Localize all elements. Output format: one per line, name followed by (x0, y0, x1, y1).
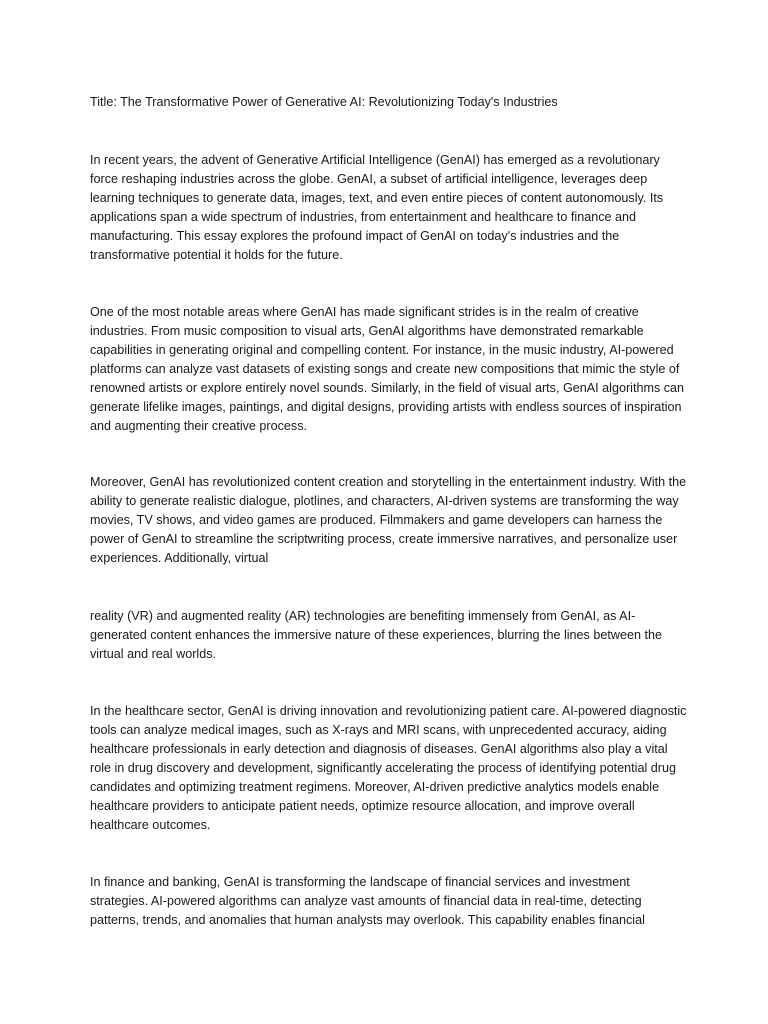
document-title: Title: The Transformative Power of Generative AI: Revolutionizing Today's Industries (90, 95, 558, 109)
paragraph-introduction: In recent years, the advent of Generative Artificial Intelligence (GenAI) has emerged as a revolutionary force reshaping industries across the globe. GenAI, a subset of artificial intelligence, leverages deep learning techniques to generate data, images, text, and even entire pieces of content autonomously. Its applications span a wide spectrum of industries, from entertainment and healthcare to finance and manufacturing. This essay explores the profound impact of GenAI on today's industries and the transformative potential it holds for the future. (90, 153, 664, 262)
paragraph-entertainment: Moreover, GenAI has revolutionized content creation and storytelling in the entertainment industry. With the ability to generate realistic dialogue, plotlines, and characters, AI-driven systems are transforming the way movies, TV shows, and video games are produced. Filmmakers and game developers can harness the power of GenAI to streamline the scriptwriting process, create immersive narratives, and personalize user experiences. Additionally, virtual (90, 475, 687, 565)
paragraph-creative-industries: One of the most notable areas where GenAI has made significant strides is in the realm of creative industries. From music composition to visual arts, GenAI algorithms have demonstrated remarkable capabilities in generating original and compelling content. For instance, in the music industry, AI-powered platforms can analyze vast datasets of existing songs and create new compositions that mimic the style of renowned artists or explore entirely novel sounds. Similarly, in the field of visual arts, GenAI algorithms can generate lifelike images, paintings, and digital designs, providing artists with endless sources of inspiration and augmenting their creative process. (90, 305, 685, 433)
paragraph-finance: In finance and banking, GenAI is transforming the landscape of financial services and investment strategies. AI-powered algorithms can analyze vast amounts of financial data in real-time, detecting patterns, trends, and anomalies that human analysts may overlook. This capability enables financial (90, 875, 645, 927)
paragraph-healthcare: In the healthcare sector, GenAI is driving innovation and revolutionizing patient care. AI-powered diagnostic tools can analyze medical images, such as X-rays and MRI scans, with unprecedented accuracy, aiding healthcare professionals in early detection and diagnosis of diseases. GenAI algorithms also play a vital role in drug discovery and development, significantly accelerating the process of identifying potential drug candidates and optimizing treatment regimens. Moreover, AI-driven predictive analytics models enable healthcare providers to anticipate patient needs, optimize resource allocation, and improve overall healthcare outcomes. (90, 704, 687, 832)
paragraph-vr-ar: reality (VR) and augmented reality (AR) technologies are benefiting immensely from GenAI, as AI-generated content enhances the immersive nature of these experiences, blurring the lines between the virtual and real worlds. (90, 609, 662, 661)
